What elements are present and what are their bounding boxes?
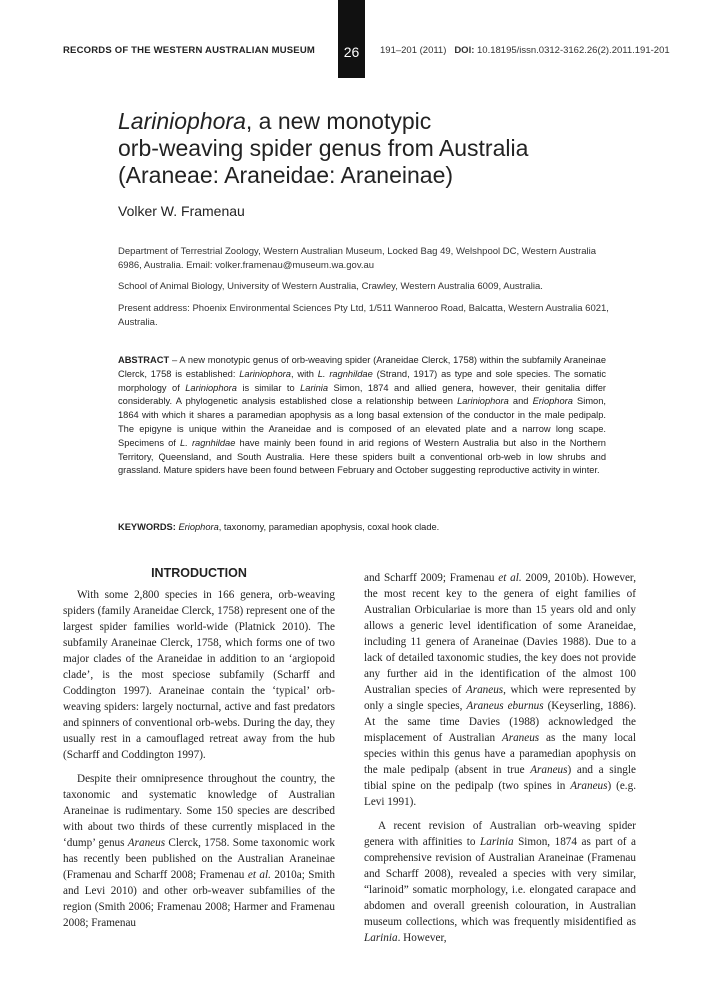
- abstract-text: A new monotypic genus of orb-weaving spider (Araneidae Clerck, 1758) within the subfamily Araneinae Clerck, 1758 is established:: [118, 355, 606, 379]
- italic-run: Larinia: [364, 932, 398, 944]
- abstract-text: Simon, 1874 and allied genera, however, their genitalia differ considerably. A phylogenetic analysis established close a relationship between: [118, 382, 607, 407]
- italic-run: Larinia: [480, 836, 514, 848]
- abstract-italic: L. ragnhildae: [180, 437, 236, 448]
- keywords: [118, 522, 606, 532]
- text-run: and Scharff 2009; Framenau: [364, 572, 499, 584]
- keywords-italic: Eriophora: [178, 522, 219, 532]
- keywords-rest: , taxonomy, paramedian apophysis, coxal hook clade.: [218, 522, 440, 532]
- text-run: 2009, 2010b). However, the most recent key to the genera of eight families of Australian Orbiculariae is more than 15 years old and only allows a generic level identification of some Araneidae, including 11 genera of Araneinae (Davies 1988). Due to a lack of detailed taxonomic studies, the key does not provide any further aid in the identification of the almost 100 Australian species of: [364, 572, 637, 696]
- text-run: . However,: [397, 932, 447, 944]
- keywords-label: KEYWORDS:: [118, 522, 176, 532]
- doi-label: DOI:: [454, 45, 475, 56]
- doi: 10.18195/issn.0312-3162.26(2).2011.191-201: [477, 45, 670, 56]
- page-range: 191–201 (2011): [380, 45, 447, 56]
- italic-run: et al.: [247, 869, 271, 881]
- abstract-text: , with: [290, 368, 318, 379]
- text-run: ) and a single tibial spine on the pedipalp (two spines in: [364, 764, 636, 792]
- abstract-text: and: [508, 396, 533, 407]
- abstract-italic: Lariniophora: [457, 396, 509, 407]
- title-line3: (Araneae: Araneidae: Araneinae): [118, 162, 454, 188]
- italic-run: Araneus: [570, 780, 608, 792]
- paragraph: [364, 818, 636, 946]
- text-run: (Keyserling, 1886). At the same time Davies (1988) acknowledged the misplacement of Australian: [364, 700, 636, 744]
- title-line1-rest: , a new monotypic: [245, 108, 432, 134]
- abstract-italic: L. ragnhildae: [317, 368, 373, 379]
- text-run: Despite their omnipresence throughout the country, the taxonomic and systematic knowledge of Australian Araneinae is rudimentary. Some 150 species are described with about two thirds of these currently misplaced in the ‘dump’ genus: [63, 773, 335, 849]
- italic-run: Araneus: [530, 764, 568, 776]
- text-run: as the many local species within this genus have a paramedian apophysis on the male pedipalp (absent in true: [364, 732, 636, 776]
- citation-line: [380, 45, 670, 56]
- author-name: Volker W. Framenau: [118, 203, 245, 219]
- volume-tab: [338, 0, 365, 78]
- abstract-text: have mainly been found in arid regions of Western Australia but also in the Northern Territory, Queensland, and South Australia. Here these spiders built a conventional orb-web in low shrubs and grassland. Mature spiders have been found between February and October suggesting reproductive activity in winter.: [118, 437, 606, 476]
- title-line2: orb-weaving spider genus from Australia: [118, 135, 529, 161]
- article-title: [118, 108, 598, 189]
- affiliation-3: Present address: Phoenix Environmental Sciences Pty Ltd, 1/511 Wanneroo Road, Balcatta, Western Australia 6021, Australia.: [118, 303, 609, 328]
- abstract-italic: Lariniophora: [185, 382, 237, 393]
- affiliation-2: School of Animal Biology, University of Western Australia, Crawley, Western Australia 6009, Australia.: [118, 281, 543, 292]
- italic-run: Araneus: [465, 684, 504, 696]
- abstract: [118, 354, 606, 478]
- paragraph: With some 2,800 species in 166 genera, orb-weaving spiders (family Araneidae Clerck, 1758) represent one of the largest spider families world-wide (Platnick 2010). The subfamily Araneinae Clerck, 1758, which forms one of two major clades of the Araneidae in addition to an ‘argiopoid clade’, is the most speciose subfamily (Scharff and Coddington 1997). Araneinae contain the ‘typical’ orb-weaving spiders: largely nocturnal, active and fast predators and spinners of conventional orb-webs. During the day, they usually rest in a camouflaged retreat away from the hub (Scharff and Coddington 1997).: [63, 589, 335, 761]
- affiliation-1: Department of Terrestrial Zoology, Western Australian Museum, Locked Bag 49, Welshpool DC, Western Australia 6986, Australia. Email: volker.framenau@museum.wa.gov.au: [118, 246, 597, 271]
- italic-run: et al.: [498, 572, 522, 584]
- paragraph: [364, 570, 636, 810]
- abstract-italic: Eriophora: [532, 396, 573, 407]
- title-genus: Lariniophora: [118, 108, 246, 134]
- abstract-text: Simon, 1864 with which it shares a paramedian apophysis as a long basal extension of the conductor in the male pedipalp. The epigyne is unique within the Araneidae and is composed of an elevated plate and a narrow long scape. Specimens of: [118, 396, 606, 448]
- journal-title: RECORDS OF THE WESTERN AUSTRALIAN MUSEUM: [63, 45, 316, 56]
- abstract-label: ABSTRACT: [118, 355, 170, 365]
- text-run: , which were represented by only a single species,: [364, 684, 636, 712]
- italic-run: Araneus eburnus: [466, 700, 544, 712]
- abstract-dash: –: [169, 355, 180, 365]
- text-run: ) (e.g. Levi 1991).: [364, 780, 636, 808]
- text-run: A recent revision of Australian orb-weaving spider genera with affinities to: [364, 820, 636, 848]
- abstract-italic: Lariniophora: [239, 368, 291, 379]
- abstract-italic: Larinia: [300, 382, 329, 393]
- text-run: 2010a; Smith and Levi 2010) and other orb-weaver subfamilies of the region (Smith 2006; Framenau 2008; Harmer and Framenau 2008; Framenau: [63, 869, 336, 929]
- volume-number: 26: [343, 44, 360, 60]
- section-heading: INTRODUCTION: [151, 566, 247, 580]
- text-run: Simon, 1874 as part of a comprehensive revision of Australian Araneinae (Framenau and Scharff 2008), revealed a species with very similar, “larinoid” somatic morphology, i.e. elongated carapace and abdomen and overall greenish colouration, in Australian museum collections, which was frequently misidentified as: [364, 836, 637, 928]
- italic-run: Araneus: [127, 837, 166, 849]
- text-run: Clerck, 1758. Some taxonomic work has recently been published on the Australian Araneinae (Framenau and Scharff 2008; Framenau: [63, 837, 335, 881]
- abstract-text: (Strand, 1917) as type and sole species. The somatic morphology of: [118, 368, 606, 393]
- paragraph: [63, 771, 335, 931]
- abstract-text: is similar to: [236, 382, 301, 393]
- left-column: [63, 565, 335, 931]
- italic-run: Araneus: [501, 732, 540, 744]
- right-column: [364, 570, 636, 946]
